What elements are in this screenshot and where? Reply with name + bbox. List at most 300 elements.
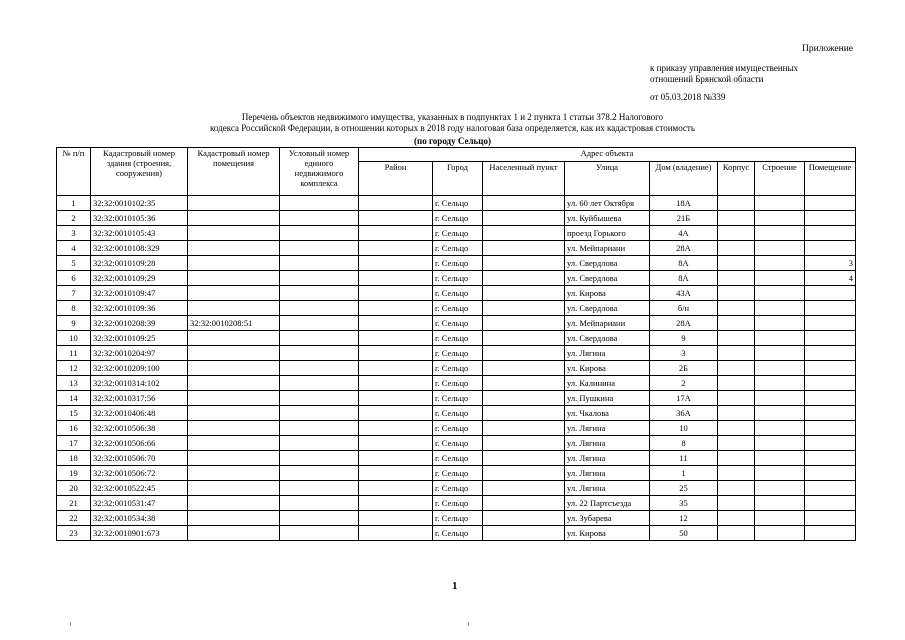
cell-premises-cadastral [188, 376, 280, 391]
cell-room [805, 406, 856, 421]
cell-district [359, 391, 433, 406]
cell-korpus [718, 496, 755, 511]
cell-building-cadastral: 32:32:0010506:70 [91, 451, 188, 466]
cell-building-cadastral: 32:32:0010109:28 [91, 256, 188, 271]
cell-street: ул. Мейпариани [565, 241, 650, 256]
cell-premises-cadastral [188, 211, 280, 226]
cell-locality [483, 421, 565, 436]
cell-structure [755, 466, 805, 481]
cell-house: 28А [650, 316, 718, 331]
cell-room: 4 [805, 271, 856, 286]
cell-locality [483, 286, 565, 301]
cell-house: 43А [650, 286, 718, 301]
cell-conditional-number [280, 406, 359, 421]
cell-korpus [718, 226, 755, 241]
cell-num: 15 [57, 406, 91, 421]
cell-house: 28А [650, 241, 718, 256]
cell-locality [483, 481, 565, 496]
cell-house: 11 [650, 451, 718, 466]
cell-premises-cadastral [188, 226, 280, 241]
cell-city: г. Сельцо [433, 196, 483, 211]
cell-num: 6 [57, 271, 91, 286]
cell-num: 22 [57, 511, 91, 526]
cell-korpus [718, 331, 755, 346]
cell-city: г. Сельцо [433, 436, 483, 451]
cell-district [359, 406, 433, 421]
cell-city: г. Сельцо [433, 346, 483, 361]
cell-locality [483, 241, 565, 256]
table-body [57, 196, 856, 541]
cell-building-cadastral: 32:32:0010105:36 [91, 211, 188, 226]
cell-num: 8 [57, 301, 91, 316]
cell-district [359, 196, 433, 211]
cell-street: проезд Горького [565, 226, 650, 241]
cell-korpus [718, 361, 755, 376]
cell-room [805, 526, 856, 541]
cell-room [805, 466, 856, 481]
cell-room [805, 286, 856, 301]
cell-building-cadastral: 32:32:0010522:45 [91, 481, 188, 496]
cell-korpus [718, 481, 755, 496]
cell-conditional-number [280, 526, 359, 541]
cell-korpus [718, 526, 755, 541]
cell-conditional-number [280, 346, 359, 361]
cell-structure [755, 286, 805, 301]
cell-premises-cadastral [188, 271, 280, 286]
cell-korpus [718, 451, 755, 466]
col-header-room: Помещение [805, 162, 856, 196]
cell-conditional-number [280, 496, 359, 511]
cell-room [805, 301, 856, 316]
cell-street: ул. Кирова [565, 526, 650, 541]
cell-room [805, 196, 856, 211]
table-row [57, 421, 856, 436]
table-row [57, 436, 856, 451]
table-row [57, 481, 856, 496]
cell-structure [755, 526, 805, 541]
cell-house: 8А [650, 256, 718, 271]
cell-locality [483, 436, 565, 451]
cell-num: 20 [57, 481, 91, 496]
cell-city: г. Сельцо [433, 361, 483, 376]
cell-district [359, 346, 433, 361]
table-row [57, 391, 856, 406]
cell-conditional-number [280, 421, 359, 436]
cell-district [359, 226, 433, 241]
cell-conditional-number [280, 196, 359, 211]
cell-building-cadastral: 32:32:0010506:72 [91, 466, 188, 481]
cell-structure [755, 421, 805, 436]
cell-city: г. Сельцо [433, 331, 483, 346]
cell-street: ул. Пушкина [565, 391, 650, 406]
table-row [57, 376, 856, 391]
cell-num: 2 [57, 211, 91, 226]
cell-structure [755, 271, 805, 286]
table-row [57, 271, 856, 286]
cell-city: г. Сельцо [433, 511, 483, 526]
table-row [57, 286, 856, 301]
cell-premises-cadastral [188, 361, 280, 376]
cell-premises-cadastral [188, 346, 280, 361]
cell-district [359, 241, 433, 256]
cell-structure [755, 511, 805, 526]
cell-house: 36А [650, 406, 718, 421]
cell-house: 8А [650, 271, 718, 286]
cell-house: 2 [650, 376, 718, 391]
cell-city: г. Сельцо [433, 376, 483, 391]
cell-num: 17 [57, 436, 91, 451]
cell-structure [755, 451, 805, 466]
cell-structure [755, 196, 805, 211]
cell-num: 16 [57, 421, 91, 436]
cell-locality [483, 346, 565, 361]
cell-room: 3 [805, 256, 856, 271]
cell-premises-cadastral [188, 526, 280, 541]
cell-locality [483, 196, 565, 211]
cell-house: 3 [650, 346, 718, 361]
scan-mark [468, 622, 469, 626]
cell-district [359, 496, 433, 511]
cell-district [359, 436, 433, 451]
cell-room [805, 436, 856, 451]
cell-street: ул. 60 лет Октября [565, 196, 650, 211]
cell-premises-cadastral: 32:32:0010208:51 [188, 316, 280, 331]
cell-building-cadastral: 32:32:0010406:48 [91, 406, 188, 421]
cell-street: ул. Калинина [565, 376, 650, 391]
col-header-num: № п/п [57, 148, 91, 196]
cell-street: ул. Свердлова [565, 331, 650, 346]
cell-premises-cadastral [188, 436, 280, 451]
cell-korpus [718, 346, 755, 361]
property-table [56, 147, 856, 541]
cell-building-cadastral: 32:32:0010506:38 [91, 421, 188, 436]
scan-mark [70, 622, 71, 626]
table-row [57, 316, 856, 331]
cell-num: 11 [57, 346, 91, 361]
cell-premises-cadastral [188, 466, 280, 481]
col-header-structure: Строение [755, 162, 805, 196]
table-row [57, 346, 856, 361]
cell-korpus [718, 391, 755, 406]
order-date: от 05.03.2018 №339 [650, 92, 726, 102]
cell-structure [755, 406, 805, 421]
cell-house: 21Б [650, 211, 718, 226]
cell-premises-cadastral [188, 481, 280, 496]
cell-building-cadastral: 32:32:0010534:38 [91, 511, 188, 526]
cell-street: ул. Чкалова [565, 406, 650, 421]
cell-num: 7 [57, 286, 91, 301]
cell-num: 4 [57, 241, 91, 256]
cell-building-cadastral: 32:32:0010317:56 [91, 391, 188, 406]
cell-num: 18 [57, 451, 91, 466]
table-row [57, 496, 856, 511]
cell-structure [755, 346, 805, 361]
cell-premises-cadastral [188, 331, 280, 346]
col-header-address: Адрес объекта [359, 148, 856, 162]
table-row [57, 511, 856, 526]
cell-city: г. Сельцо [433, 316, 483, 331]
cell-locality [483, 271, 565, 286]
cell-structure [755, 331, 805, 346]
cell-num: 9 [57, 316, 91, 331]
cell-street: ул. Куйбышева [565, 211, 650, 226]
cell-conditional-number [280, 481, 359, 496]
cell-premises-cadastral [188, 286, 280, 301]
table-row [57, 241, 856, 256]
cell-num: 1 [57, 196, 91, 211]
cell-conditional-number [280, 286, 359, 301]
cell-structure [755, 241, 805, 256]
cell-conditional-number [280, 301, 359, 316]
cell-korpus [718, 256, 755, 271]
cell-conditional-number [280, 376, 359, 391]
cell-conditional-number [280, 256, 359, 271]
cell-premises-cadastral [188, 256, 280, 271]
cell-korpus [718, 316, 755, 331]
cell-house: 2Б [650, 361, 718, 376]
order-reference-line1: к приказу управления имущественных [650, 63, 799, 73]
table-row [57, 406, 856, 421]
cell-district [359, 211, 433, 226]
cell-street: ул. Лягина [565, 346, 650, 361]
cell-num: 21 [57, 496, 91, 511]
col-header-house: Дом (владение) [650, 162, 718, 196]
cell-street: ул. Кирова [565, 286, 650, 301]
cell-house: 25 [650, 481, 718, 496]
cell-street: ул. Свердлова [565, 271, 650, 286]
cell-conditional-number [280, 391, 359, 406]
cell-house: 10 [650, 421, 718, 436]
table-row [57, 256, 856, 271]
cell-street: ул. 22 Партсъезда [565, 496, 650, 511]
cell-district [359, 466, 433, 481]
cell-city: г. Сельцо [433, 301, 483, 316]
cell-house: 9 [650, 331, 718, 346]
cell-city: г. Сельцо [433, 271, 483, 286]
cell-conditional-number [280, 466, 359, 481]
cell-structure [755, 391, 805, 406]
cell-korpus [718, 286, 755, 301]
col-header-building-cadastral: Кадастровый номер здания (строения, сооружения) [91, 148, 188, 196]
cell-district [359, 376, 433, 391]
cell-city: г. Сельцо [433, 286, 483, 301]
cell-house: 35 [650, 496, 718, 511]
cell-premises-cadastral [188, 496, 280, 511]
cell-building-cadastral: 32:32:0010506:66 [91, 436, 188, 451]
cell-locality [483, 376, 565, 391]
col-header-district: Район [359, 162, 433, 196]
cell-room [805, 481, 856, 496]
col-header-city: Город [433, 162, 483, 196]
cell-korpus [718, 211, 755, 226]
cell-korpus [718, 421, 755, 436]
cell-locality [483, 391, 565, 406]
cell-locality [483, 301, 565, 316]
cell-korpus [718, 511, 755, 526]
col-header-korpus: Корпус [718, 162, 755, 196]
cell-room [805, 376, 856, 391]
cell-structure [755, 256, 805, 271]
cell-structure [755, 361, 805, 376]
cell-conditional-number [280, 451, 359, 466]
cell-conditional-number [280, 226, 359, 241]
cell-structure [755, 316, 805, 331]
table-row [57, 526, 856, 541]
cell-house: 1 [650, 466, 718, 481]
cell-room [805, 451, 856, 466]
cell-house: 4А [650, 226, 718, 241]
cell-locality [483, 331, 565, 346]
cell-building-cadastral: 32:32:0010531:47 [91, 496, 188, 511]
cell-city: г. Сельцо [433, 406, 483, 421]
cell-korpus [718, 271, 755, 286]
cell-city: г. Сельцо [433, 526, 483, 541]
cell-building-cadastral: 32:32:0010102:35 [91, 196, 188, 211]
cell-locality [483, 496, 565, 511]
table-row [57, 301, 856, 316]
cell-structure [755, 301, 805, 316]
cell-structure [755, 481, 805, 496]
table-row [57, 196, 856, 211]
cell-city: г. Сельцо [433, 466, 483, 481]
cell-conditional-number [280, 271, 359, 286]
cell-house: б/н [650, 301, 718, 316]
document-title-city: (по городу Сельцо) [414, 136, 491, 146]
cell-num: 13 [57, 376, 91, 391]
cell-num: 10 [57, 331, 91, 346]
table-row [57, 226, 856, 241]
cell-building-cadastral: 32:32:0010108:329 [91, 241, 188, 256]
cell-building-cadastral: 32:32:0010208:39 [91, 316, 188, 331]
cell-room [805, 331, 856, 346]
cell-room [805, 316, 856, 331]
cell-room [805, 496, 856, 511]
cell-building-cadastral: 32:32:0010901:673 [91, 526, 188, 541]
cell-district [359, 361, 433, 376]
cell-city: г. Сельцо [433, 451, 483, 466]
cell-house: 8 [650, 436, 718, 451]
cell-district [359, 271, 433, 286]
cell-building-cadastral: 32:32:0010105:43 [91, 226, 188, 241]
cell-building-cadastral: 32:32:0010204:97 [91, 346, 188, 361]
cell-city: г. Сельцо [433, 256, 483, 271]
cell-city: г. Сельцо [433, 421, 483, 436]
cell-structure [755, 376, 805, 391]
cell-korpus [718, 406, 755, 421]
cell-building-cadastral: 32:32:0010109:36 [91, 301, 188, 316]
cell-district [359, 526, 433, 541]
cell-premises-cadastral [188, 241, 280, 256]
cell-locality [483, 211, 565, 226]
cell-locality [483, 361, 565, 376]
cell-num: 12 [57, 361, 91, 376]
cell-street: ул. Кирова [565, 361, 650, 376]
cell-city: г. Сельцо [433, 241, 483, 256]
table-row [57, 211, 856, 226]
cell-conditional-number [280, 331, 359, 346]
cell-building-cadastral: 32:32:0010109:29 [91, 271, 188, 286]
col-header-street: Улица [565, 162, 650, 196]
cell-room [805, 346, 856, 361]
cell-house: 18А [650, 196, 718, 211]
col-header-locality: Населенный пункт [483, 162, 565, 196]
cell-locality [483, 316, 565, 331]
cell-num: 23 [57, 526, 91, 541]
cell-korpus [718, 196, 755, 211]
cell-num: 19 [57, 466, 91, 481]
cell-locality [483, 466, 565, 481]
cell-district [359, 316, 433, 331]
table-row [57, 361, 856, 376]
cell-street: ул. Лягина [565, 466, 650, 481]
cell-conditional-number [280, 316, 359, 331]
cell-street: ул. Мейпариани [565, 316, 650, 331]
cell-street: ул. Свердлова [565, 301, 650, 316]
cell-conditional-number [280, 511, 359, 526]
cell-premises-cadastral [188, 391, 280, 406]
cell-city: г. Сельцо [433, 496, 483, 511]
cell-premises-cadastral [188, 451, 280, 466]
document-title-line2: кодекса Российской Федерации, в отношении которых в 2018 году налоговая база определяется, как их кадастровая стоимость [210, 123, 695, 133]
cell-korpus [718, 301, 755, 316]
cell-street: ул. Лягина [565, 481, 650, 496]
cell-locality [483, 526, 565, 541]
cell-korpus [718, 436, 755, 451]
cell-korpus [718, 241, 755, 256]
cell-conditional-number [280, 436, 359, 451]
appendix-title: Приложение [802, 44, 853, 54]
cell-locality [483, 451, 565, 466]
cell-building-cadastral: 32:32:0010109:25 [91, 331, 188, 346]
cell-locality [483, 256, 565, 271]
cell-city: г. Сельцо [433, 226, 483, 241]
cell-room [805, 391, 856, 406]
cell-room [805, 421, 856, 436]
cell-building-cadastral: 32:32:0010209:100 [91, 361, 188, 376]
cell-room [805, 511, 856, 526]
cell-street: ул. Лягина [565, 421, 650, 436]
cell-house: 12 [650, 511, 718, 526]
cell-house: 50 [650, 526, 718, 541]
cell-locality [483, 406, 565, 421]
document-title-line1: Перечень объектов недвижимого имущества, указанных в подпунктах 1 и 2 пункта 1 статьи 378.2 Налогового [241, 112, 664, 122]
cell-structure [755, 436, 805, 451]
cell-house: 17А [650, 391, 718, 406]
cell-conditional-number [280, 241, 359, 256]
table-row [57, 331, 856, 346]
page-number: 1 [452, 580, 458, 592]
cell-structure [755, 226, 805, 241]
cell-korpus [718, 466, 755, 481]
cell-city: г. Сельцо [433, 391, 483, 406]
cell-room [805, 211, 856, 226]
cell-building-cadastral: 32:32:0010314:102 [91, 376, 188, 391]
cell-building-cadastral: 32:32:0010109:47 [91, 286, 188, 301]
cell-district [359, 331, 433, 346]
order-reference-line2: отношений Брянской области [650, 74, 764, 84]
cell-korpus [718, 376, 755, 391]
cell-city: г. Сельцо [433, 211, 483, 226]
cell-street: ул. Лягина [565, 436, 650, 451]
cell-room [805, 241, 856, 256]
cell-premises-cadastral [188, 406, 280, 421]
cell-premises-cadastral [188, 301, 280, 316]
cell-street: ул. Лягина [565, 451, 650, 466]
col-header-premises-cadastral: Кадастровый номер помещения [188, 148, 280, 196]
cell-district [359, 511, 433, 526]
cell-district [359, 301, 433, 316]
col-header-conditional-number: Условный номер единого недвижимого комплекса [280, 148, 359, 196]
